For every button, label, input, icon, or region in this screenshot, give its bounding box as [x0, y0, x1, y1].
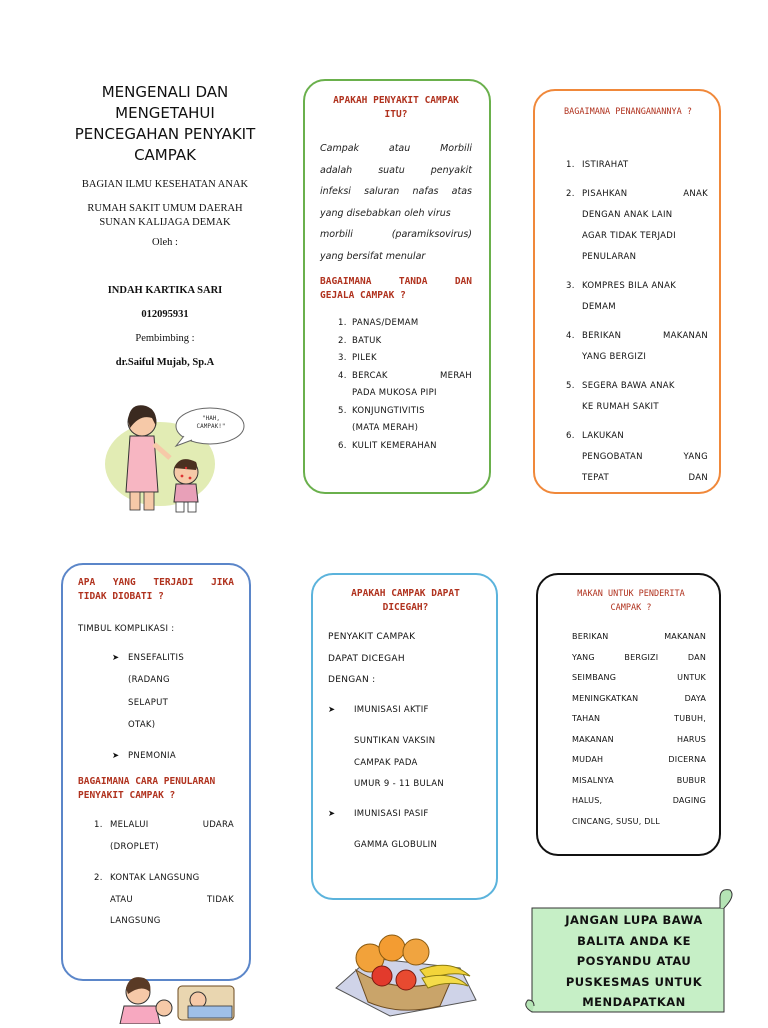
- item-text: GAMMA GLOBULIN: [354, 840, 438, 850]
- word: TAHAN: [572, 714, 601, 723]
- panel-title: [320, 94, 472, 122]
- title-line: ITU?: [384, 109, 408, 120]
- reminder-line: PUSKESMAS UNTUK: [565, 974, 703, 989]
- word: (paramiksovirus): [391, 229, 472, 240]
- word: MISALNYA: [572, 775, 614, 785]
- item-number: 1.: [566, 160, 575, 170]
- word: Morbili: [440, 143, 472, 154]
- item-number: 6.: [338, 440, 347, 451]
- definition-line: [320, 138, 472, 160]
- word: adalah: [320, 164, 353, 176]
- title-line: BAGAIMANA CARA PENULARAN: [78, 776, 216, 787]
- title-line: DICEGAH?: [382, 602, 429, 613]
- item-text: MAKANAN: [662, 331, 708, 341]
- item-text: PILEK: [352, 353, 377, 363]
- cover-title-line: MENGETAHUI: [115, 104, 215, 122]
- complication-item: [78, 647, 234, 737]
- prevention-content: [328, 587, 483, 857]
- item-text: LAKUKAN: [582, 431, 625, 441]
- item-text: KE RUMAH SAKIT: [582, 402, 659, 412]
- symptom-item: [338, 368, 472, 386]
- title-line: GEJALA CAMPAK ?: [320, 290, 406, 301]
- cover-title-line: CAMPAK: [134, 146, 196, 164]
- item-number: 4.: [338, 370, 347, 381]
- arrow-icon: ➤: [112, 750, 120, 761]
- reminder-line: BALITA ANDA KE: [577, 933, 691, 948]
- reminder-line: MENDAPATKAN: [582, 995, 686, 1009]
- item-number: 5.: [566, 381, 575, 391]
- item-text: YANG BERGIZI: [582, 352, 647, 362]
- item-text: ANAK: [683, 189, 708, 199]
- speech-line: "HAH,: [201, 415, 221, 422]
- item-text: (RADANG: [128, 675, 170, 685]
- definition-line: [320, 181, 472, 203]
- arrow-icon: ➤: [112, 652, 120, 663]
- reminder-line: JANGAN LUPA BAWA: [565, 913, 703, 927]
- word: BERGIZI: [624, 652, 659, 662]
- speech-bubble-text: [184, 415, 238, 431]
- word: JIKA: [211, 577, 234, 588]
- word: penyakit: [430, 164, 472, 176]
- item-text: MELALUI: [110, 820, 149, 830]
- word: suatu: [378, 164, 405, 176]
- item-text: ENSEFALITIS: [128, 652, 185, 663]
- spread-item: [94, 868, 234, 890]
- item-number: 2.: [566, 189, 575, 199]
- cover-title-line: MENGENALI DAN: [101, 83, 229, 101]
- hospital-line: SUNAN KALIJAGA DEMAK: [99, 217, 231, 228]
- word: DAYA: [684, 693, 706, 703]
- cover-title: [60, 82, 270, 166]
- item-number: 1.: [94, 820, 103, 830]
- reminder-text: [536, 910, 732, 1013]
- symptom-item: [338, 333, 472, 351]
- title-line: PENYAKIT CAMPAK ?: [78, 790, 176, 801]
- item-number: 2.: [94, 873, 103, 883]
- word: yang disebabkan oleh virus: [320, 207, 451, 219]
- word: BUBUR: [676, 775, 706, 785]
- item-text: CAMPAK PADA: [354, 757, 418, 768]
- item-text: DENGAN ANAK LAIN: [582, 210, 673, 220]
- word: CINCANG, SUSU, DLL: [572, 816, 660, 826]
- item-text: TIDAK: [207, 894, 234, 905]
- food-content: [556, 587, 706, 832]
- symptom-item: [338, 350, 472, 368]
- intro-line: DAPAT DICEGAH: [328, 653, 405, 664]
- title-line: TIDAK DIOBATI ?: [78, 591, 164, 602]
- advisor-label: Pembimbing :: [135, 333, 195, 344]
- caregiver-illustration: [108, 972, 238, 1024]
- word: morbili: [320, 229, 353, 240]
- word: BAGAIMANA: [320, 276, 372, 287]
- word: infeksi: [320, 186, 351, 197]
- item-text: IMUNISASI AKTIF: [354, 704, 429, 715]
- untreated-content: [78, 576, 234, 933]
- item-text: KONJUNGTIVITIS: [352, 405, 425, 416]
- reminder-line: POSYANDU ATAU: [576, 954, 692, 968]
- word: HALUS,: [572, 796, 603, 805]
- item-text: (DROPLET): [110, 841, 159, 852]
- symptoms-list: [320, 315, 472, 455]
- prevention-item: [328, 804, 483, 857]
- word: HARUS: [677, 734, 706, 744]
- word: TERJADI: [153, 577, 194, 588]
- symptom-item-cont: [338, 420, 472, 438]
- word: BERIKAN: [572, 632, 609, 641]
- word: TANDA: [398, 276, 428, 287]
- spread-item: [94, 815, 234, 837]
- word: Campak: [320, 143, 360, 154]
- definition-line: [320, 160, 472, 182]
- hospital-line: RUMAH SAKIT UMUM DAERAH: [87, 203, 243, 214]
- item-text: BATUK: [352, 335, 382, 346]
- item-number: 6.: [566, 431, 575, 441]
- item-text: KOMPRES BILA ANAK: [582, 281, 677, 291]
- item-number: 1.: [338, 318, 347, 328]
- spread-title: [78, 775, 234, 803]
- arrow-icon: ➤: [328, 808, 336, 819]
- item-text: KONTAK LANGSUNG: [110, 873, 200, 883]
- word: atau: [388, 143, 411, 154]
- word: YANG: [572, 652, 595, 662]
- item-number: 3.: [338, 353, 347, 363]
- word: YANG: [112, 577, 136, 588]
- item-text: DAN: [688, 473, 708, 483]
- item-number: 5.: [338, 405, 347, 416]
- item-text: SELAPUT: [128, 697, 169, 708]
- word: MAKANAN: [572, 734, 614, 744]
- intro-line: DENGAN :: [328, 675, 376, 685]
- item-text: DEMAM: [582, 302, 616, 312]
- symptom-item-cont: [338, 385, 472, 403]
- step-item: [566, 184, 708, 205]
- panel-title: BAGAIMANA PENANGANANNYA ?: [564, 107, 692, 117]
- word: DAN: [687, 652, 706, 662]
- item-text: TEPAT: [582, 473, 609, 483]
- word: SEIMBANG: [572, 673, 617, 682]
- word: MENINGKATKAN: [572, 693, 639, 703]
- word: UNTUK: [677, 673, 706, 682]
- step-item: [566, 326, 708, 347]
- word: saluran: [364, 186, 400, 197]
- title-line: APAKAH PENYAKIT CAMPAK: [333, 95, 459, 106]
- item-text: (MATA MERAH): [352, 423, 419, 433]
- item-text: ISTIRAHAT: [582, 160, 629, 170]
- item-number: 3.: [566, 281, 575, 291]
- panel-title: [78, 576, 234, 604]
- item-text: PADA MUKOSA PIPI: [352, 388, 437, 398]
- item-text: UMUR 9 - 11 BULAN: [354, 779, 445, 789]
- symptoms-title: [320, 275, 472, 303]
- title-line: MAKAN UNTUK PENDERITA: [577, 589, 685, 599]
- step-item: [566, 155, 708, 176]
- item-text: PANAS/DEMAM: [352, 318, 419, 328]
- spread-list: [78, 815, 234, 933]
- definition-text: [320, 138, 472, 267]
- food-text: [556, 627, 706, 832]
- panel-title: [556, 587, 706, 615]
- intro-line: PENYAKIT CAMPAK: [328, 632, 416, 642]
- title-line: CAMPAK ?: [610, 603, 652, 613]
- handling-steps: [548, 155, 708, 489]
- item-text: AGAR TIDAK TERJADI: [582, 231, 676, 241]
- definition-line: [320, 203, 472, 225]
- item-text: YANG: [683, 452, 708, 462]
- student-number: 012095931: [141, 309, 189, 320]
- arrow-icon: ➤: [328, 704, 336, 715]
- complication-item: [78, 745, 234, 768]
- item-text: BERCAK: [352, 370, 388, 381]
- item-text: PENGOBATAN: [582, 452, 643, 462]
- word: DICERNA: [668, 755, 706, 764]
- definition-line: [320, 246, 472, 268]
- symptom-item: [338, 438, 472, 456]
- item-text: UDARA: [202, 820, 234, 830]
- handling-content: [548, 105, 708, 489]
- what-is-measles-content: [320, 94, 472, 455]
- word: atas: [451, 186, 472, 197]
- item-text: BERIKAN: [582, 331, 622, 341]
- item-text: PNEMONIA: [128, 750, 176, 761]
- item-text: SEGERA BAWA ANAK: [582, 381, 675, 391]
- item-text: KULIT KEMERAHAN: [352, 440, 437, 451]
- word: MUDAH: [572, 755, 604, 764]
- prevention-intro: [328, 627, 483, 692]
- advisor-name: dr.Saiful Mujab, Sp.A: [115, 357, 215, 368]
- word: nafas: [412, 186, 439, 197]
- item-number: 2.: [338, 335, 347, 346]
- step-item: [566, 376, 708, 397]
- word: MAKANAN: [664, 632, 706, 641]
- complication-label: TIMBUL KOMPLIKASI :: [78, 624, 175, 634]
- title-line: APAKAH CAMPAK DAPAT: [351, 588, 460, 599]
- word: APA: [78, 577, 96, 588]
- word: yang bersifat menular: [320, 250, 426, 262]
- speech-line: CAMPAK!": [196, 423, 226, 430]
- cover-title-line: PENCEGAHAN PENYAKIT: [74, 125, 256, 143]
- item-text: IMUNISASI PASIF: [354, 808, 429, 819]
- step-item: [566, 276, 708, 297]
- word: TUBUH,: [674, 714, 706, 723]
- item-text: OTAK): [128, 720, 156, 730]
- word: DAN: [454, 276, 472, 287]
- definition-line: [320, 224, 472, 246]
- complications: [78, 618, 234, 767]
- department: BAGIAN ILMU KESEHATAN ANAK: [81, 179, 249, 190]
- symptom-item: [338, 403, 472, 421]
- prevention-items: [328, 700, 483, 857]
- by-label: Oleh :: [152, 237, 178, 248]
- item-text: PENULARAN: [582, 252, 637, 262]
- item-text: LANGSUNG: [110, 916, 161, 926]
- item-text: MERAH: [440, 370, 472, 381]
- author-name: INDAH KARTIKA SARI: [107, 285, 223, 296]
- fruit-basket-illustration: [330, 918, 480, 1018]
- step-item: [566, 426, 708, 447]
- symptom-item: [338, 315, 472, 333]
- item-text: SUNTIKAN VAKSIN: [354, 736, 436, 746]
- item-text: PISAHKAN: [582, 189, 628, 199]
- word: DAGING: [672, 796, 706, 805]
- item-text: ATAU: [110, 894, 133, 905]
- panel-title: [328, 587, 483, 615]
- prevention-item: [328, 700, 483, 796]
- item-number: 4.: [566, 331, 575, 341]
